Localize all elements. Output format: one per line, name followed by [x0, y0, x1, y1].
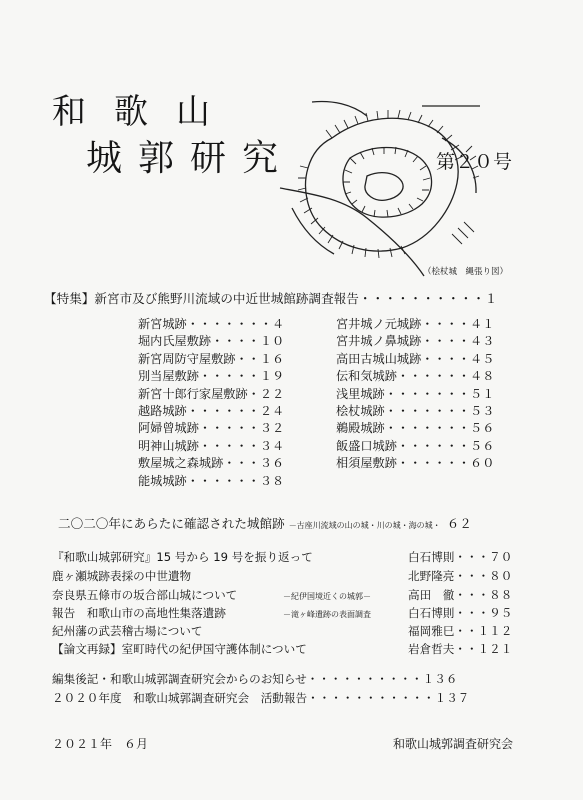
article-author: 岩倉哲夫・・１２１ [408, 642, 513, 656]
article-title: 『和歌山城郭研究』15 号から 19 号を振り返って [52, 550, 313, 564]
feature2-line [58, 513, 472, 532]
list-item: 伝和気城跡・・・・・・４８ [336, 369, 495, 384]
title-line1: 和歌山 [52, 92, 238, 132]
article-author: 白石博則・・・７０ [408, 550, 513, 564]
special-list-right [336, 316, 494, 473]
special-title: 新宮市及び熊野川流域の中近世城館跡調査報告・・・・・・・・・・１ [94, 291, 498, 306]
list-item: 宮井城ノ鼻城跡・・・・４３ [336, 334, 495, 349]
closing-line-editorial: 編集後記・和歌山城郭調査研究会からのお知らせ・・・・・・・・・・１３６ [52, 672, 458, 686]
list-item: 越路城跡・・・・・・２４ [138, 404, 285, 419]
issue-number: 第２０号 [436, 151, 513, 173]
feature2-page: ６２ [446, 516, 472, 531]
article-author: 北野隆亮・・・８０ [408, 569, 513, 583]
list-item: 敷屋城之森城跡・・・３６ [138, 456, 285, 471]
list-item: 明神山城跡・・・・・３４ [138, 438, 285, 453]
feature2-subtitle: －古座川流域の山の城・川の城・海の城・ [288, 521, 441, 530]
list-item: 宮井城ノ元城跡・・・・４１ [336, 317, 495, 331]
article-title: 紀州藩の武芸稽古場について [52, 624, 203, 638]
map-caption: （桧杖城 縄張り図） [423, 267, 509, 277]
special-list-left [138, 316, 284, 490]
list-item: 桧杖城跡・・・・・・・５３ [336, 404, 495, 419]
list-item: 新宮十郎行家屋敷跡・２２ [138, 386, 285, 401]
article-title: 【論文再録】室町時代の紀伊国守護体制について [52, 642, 307, 656]
list-item: 阿婦曾城跡・・・・・３２ [138, 421, 285, 436]
article-author: 白石博則・・・９５ [408, 606, 513, 620]
article-title: 奈良県五條市の坂合部山城について [52, 588, 238, 602]
list-item: 鵜殿城跡・・・・・・・５６ [336, 421, 495, 436]
list-item: 新宮周防守屋敷跡・・１６ [138, 351, 285, 366]
list-item: 別当屋敷跡・・・・・１９ [138, 369, 285, 384]
list-item: 相須屋敷跡・・・・・・６０ [336, 456, 495, 471]
special-feature-heading [44, 288, 497, 307]
list-item: 高田古城山城跡・・・・４５ [336, 351, 495, 366]
article-author: 福岡雅巳・・１１２ [408, 624, 513, 638]
article-subtitle: －滝ヶ峰遺跡の表面調査 [283, 610, 371, 619]
publisher: 和歌山城郭調査研究会 [393, 737, 514, 751]
list-item: 飯盛口城跡・・・・・・５６ [336, 438, 495, 453]
list-item: 能城城跡・・・・・・３８ [138, 473, 285, 488]
special-label: 【特集】 [44, 291, 95, 306]
article-title: 鹿ヶ瀬城跡表採の中世遺物 [52, 569, 192, 583]
castle-map-drawing [272, 98, 502, 280]
list-item: 堀内氏屋敷跡・・・・１０ [138, 334, 285, 349]
feature2-title: 二〇二〇年にあらたに確認された城館跡 [58, 516, 285, 531]
list-item: 浅里城跡・・・・・・・５１ [336, 386, 495, 401]
article-author: 高田 徹・・・８８ [408, 588, 513, 602]
publication-date: ２０２１年 ６月 [52, 737, 149, 751]
title-line2: 城郭研究 [86, 138, 295, 179]
list-item: 新宮城跡・・・・・・・４ [138, 317, 285, 331]
article-subtitle: －紀伊国境近くの城郭－ [283, 592, 371, 601]
article-title: 報告 和歌山市の高地性集落遺跡 [52, 606, 226, 620]
closing-line-activity-report: ２０２０年度 和歌山城郭調査研究会 活動報告・・・・・・・・・・・１３７ [52, 691, 470, 705]
